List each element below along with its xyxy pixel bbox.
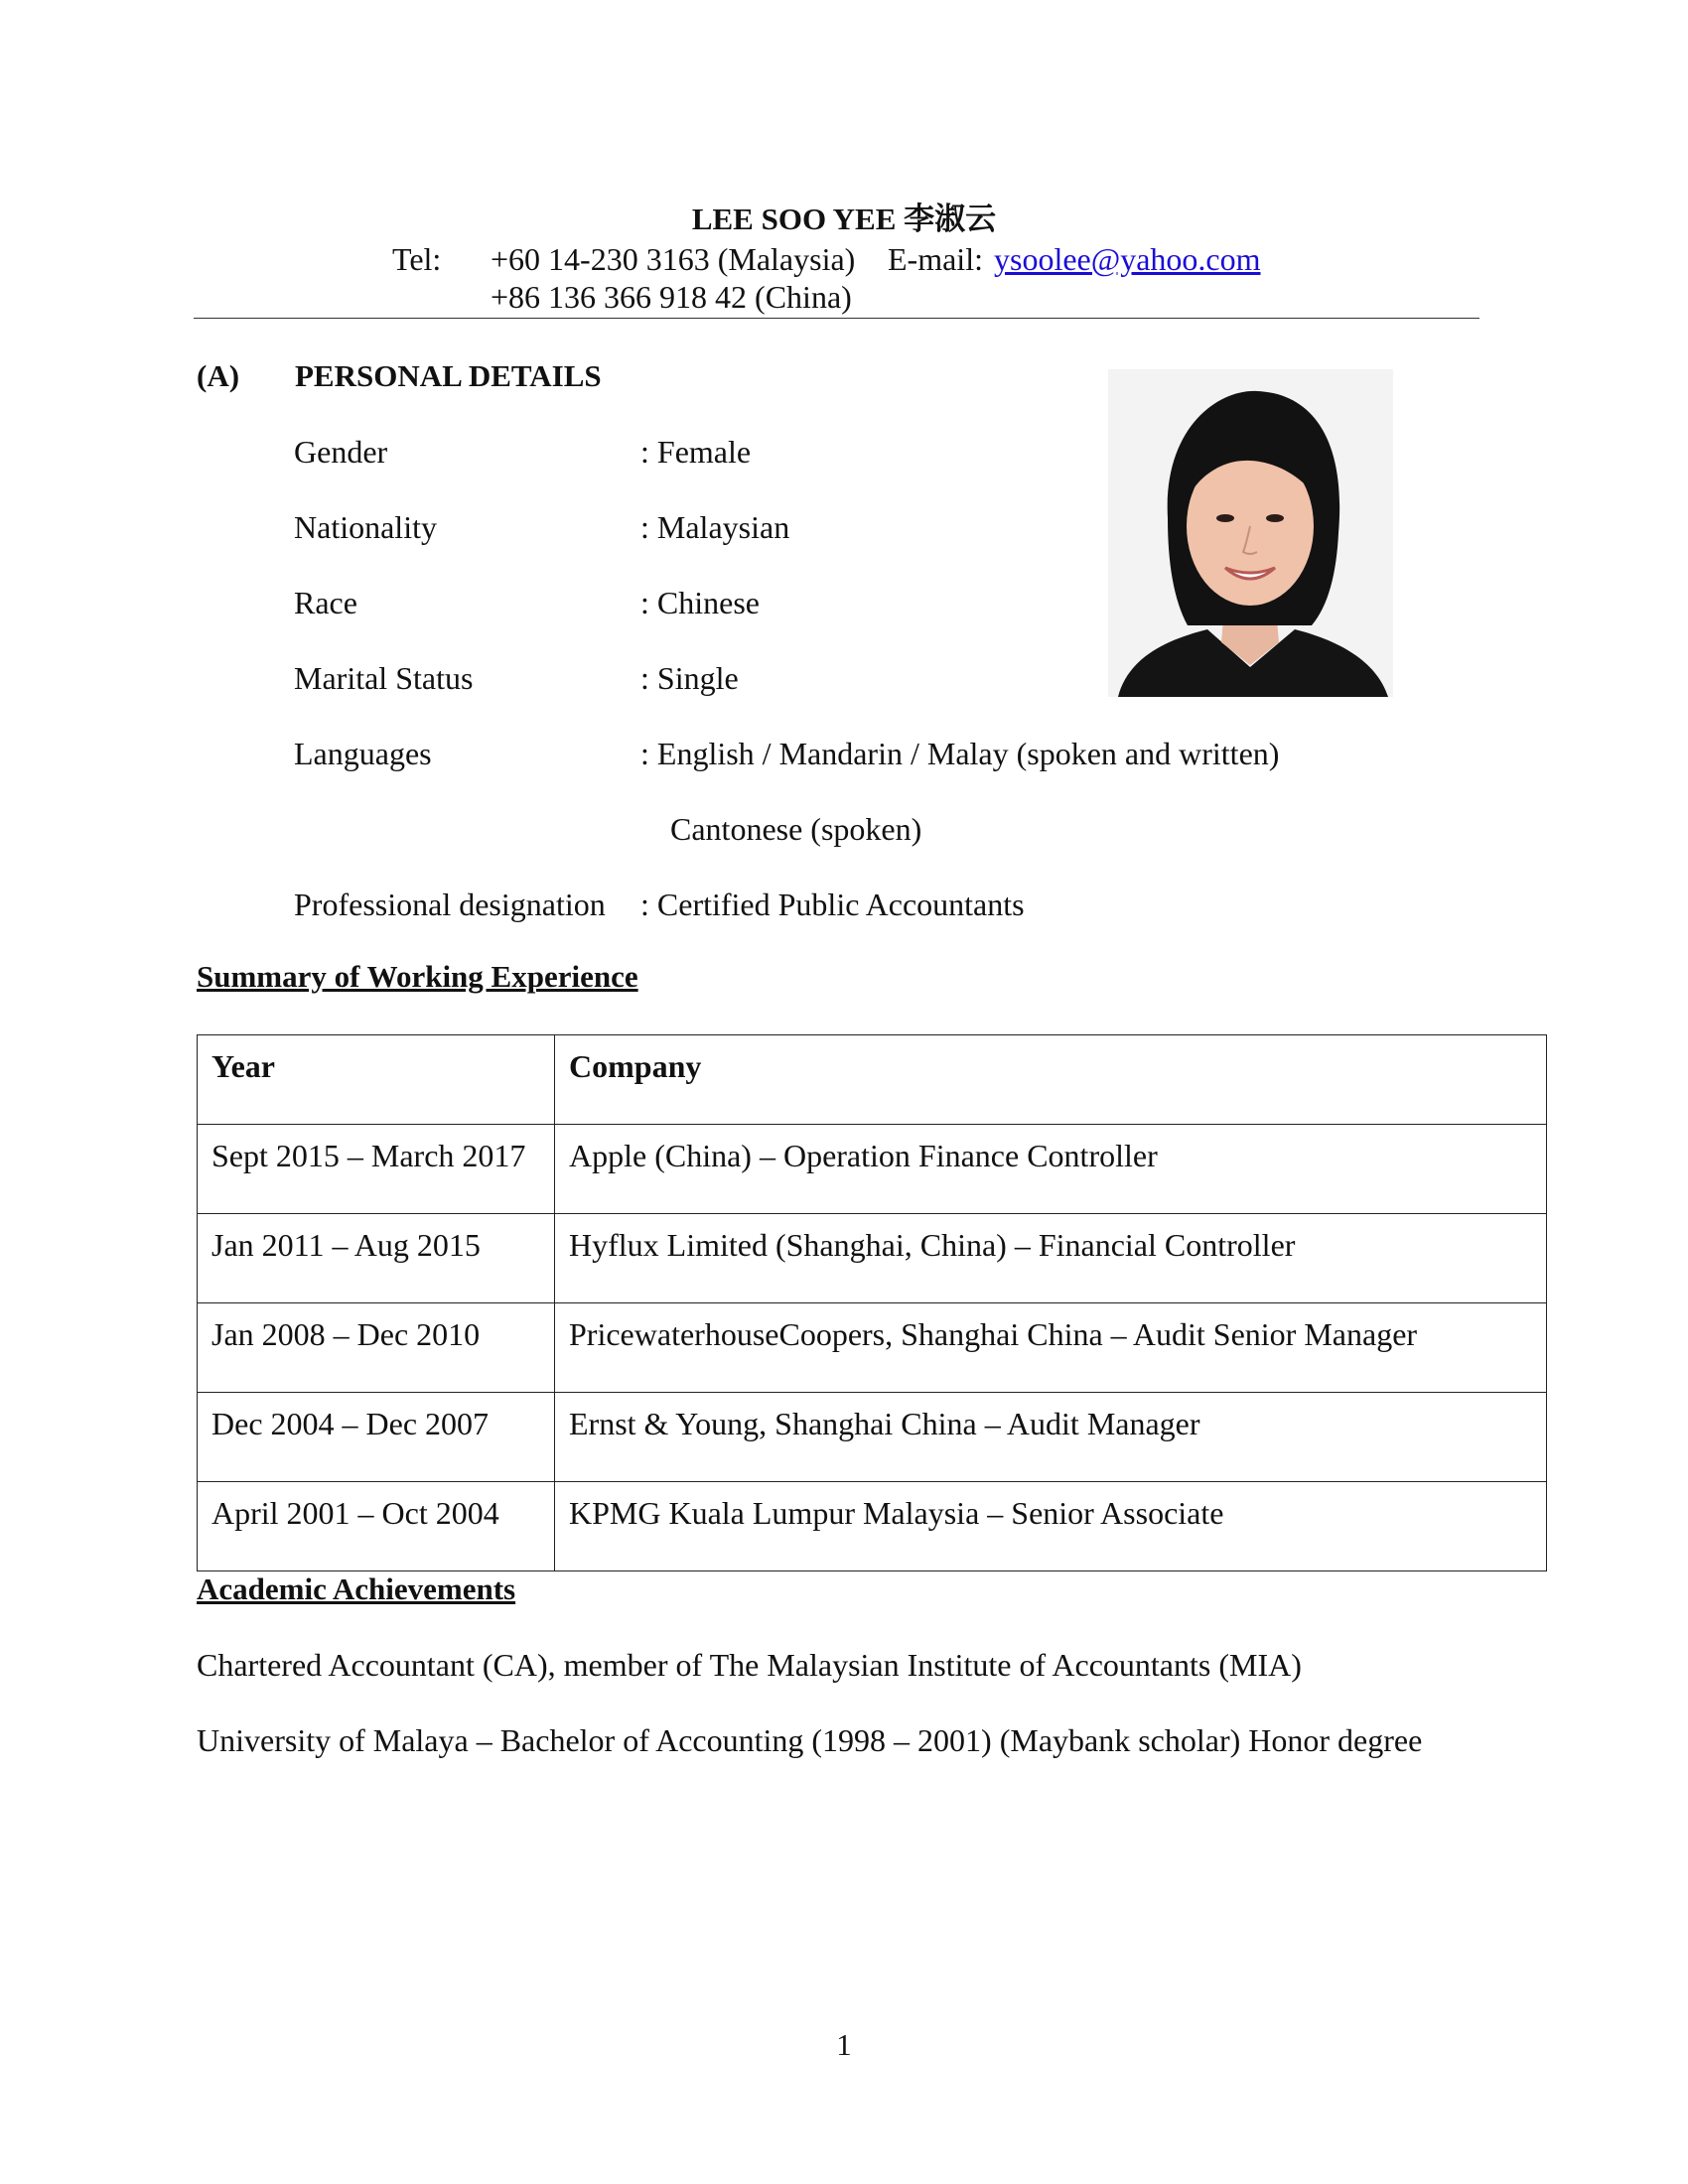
header-year: Year	[198, 1035, 555, 1125]
candidate-name: LEE SOO YEE 李淑云	[691, 202, 997, 236]
academic-item: University of Malaya – Bachelor of Accounting (1998 – 2001) (Maybank scholar) Honor degree	[197, 1722, 1423, 1758]
section-label-a: (A)	[197, 358, 240, 393]
professional-designation-value: : Certified Public Accountants	[640, 887, 1025, 922]
academic-item: Chartered Accountant (CA), member of The Malaysian Institute of Accountants (MIA)	[197, 1647, 1302, 1683]
company-cell: KPMG Kuala Lumpur Malaysia – Senior Associate	[555, 1482, 1547, 1571]
phone-malaysia: +60 14-230 3163 (Malaysia)	[491, 241, 856, 277]
nationality-value: : Malaysian	[640, 509, 790, 545]
year-cell: Sept 2015 – March 2017	[198, 1125, 555, 1214]
table-row	[198, 1482, 1547, 1571]
page-number: 1	[836, 2027, 852, 2062]
company-cell: PricewaterhouseCoopers, Shanghai China – Audit Senior Manager	[555, 1303, 1547, 1393]
tel-label: Tel:	[392, 241, 442, 277]
year-cell: Dec 2004 – Dec 2007	[198, 1393, 555, 1482]
year-cell: April 2001 – Oct 2004	[198, 1482, 555, 1571]
portrait-illustration	[1108, 369, 1393, 697]
table-header-row	[198, 1035, 1547, 1125]
portrait-photo	[1108, 369, 1393, 697]
company-cell: Ernst & Young, Shanghai China – Audit Manager	[555, 1393, 1547, 1482]
nationality-label: Nationality	[294, 509, 437, 545]
languages-label: Languages	[294, 736, 432, 771]
gender-label: Gender	[294, 434, 388, 470]
email-link[interactable]: ysoolee@yahoo.com	[994, 241, 1261, 277]
experience-table	[197, 1034, 1547, 1571]
marital-status-label: Marital Status	[294, 660, 474, 696]
header-company: Company	[555, 1035, 1547, 1125]
company-cell: Hyflux Limited (Shanghai, China) – Financial Controller	[555, 1214, 1547, 1303]
table-row	[198, 1393, 1547, 1482]
year-cell: Jan 2008 – Dec 2010	[198, 1303, 555, 1393]
languages-value-extra: Cantonese (spoken)	[670, 811, 922, 847]
company-cell: Apple (China) – Operation Finance Controller	[555, 1125, 1547, 1214]
personal-details-title: PERSONAL DETAILS	[295, 358, 602, 393]
marital-status-value: : Single	[640, 660, 739, 696]
year-cell: Jan 2011 – Aug 2015	[198, 1214, 555, 1303]
professional-designation-label: Professional designation	[294, 887, 606, 922]
race-label: Race	[294, 585, 357, 620]
academic-achievements-title: Academic Achievements	[197, 1571, 516, 1606]
working-experience-title: Summary of Working Experience	[197, 959, 638, 994]
header-divider	[194, 318, 1479, 319]
race-value: : Chinese	[640, 585, 760, 620]
gender-value: : Female	[640, 434, 752, 470]
table-row	[198, 1303, 1547, 1393]
phone-china: +86 136 366 918 42 (China)	[491, 279, 852, 315]
table-row	[198, 1125, 1547, 1214]
email-label: E-mail:	[888, 241, 983, 277]
languages-value: : English / Mandarin / Malay (spoken and written)	[640, 736, 1280, 771]
table-row	[198, 1214, 1547, 1303]
